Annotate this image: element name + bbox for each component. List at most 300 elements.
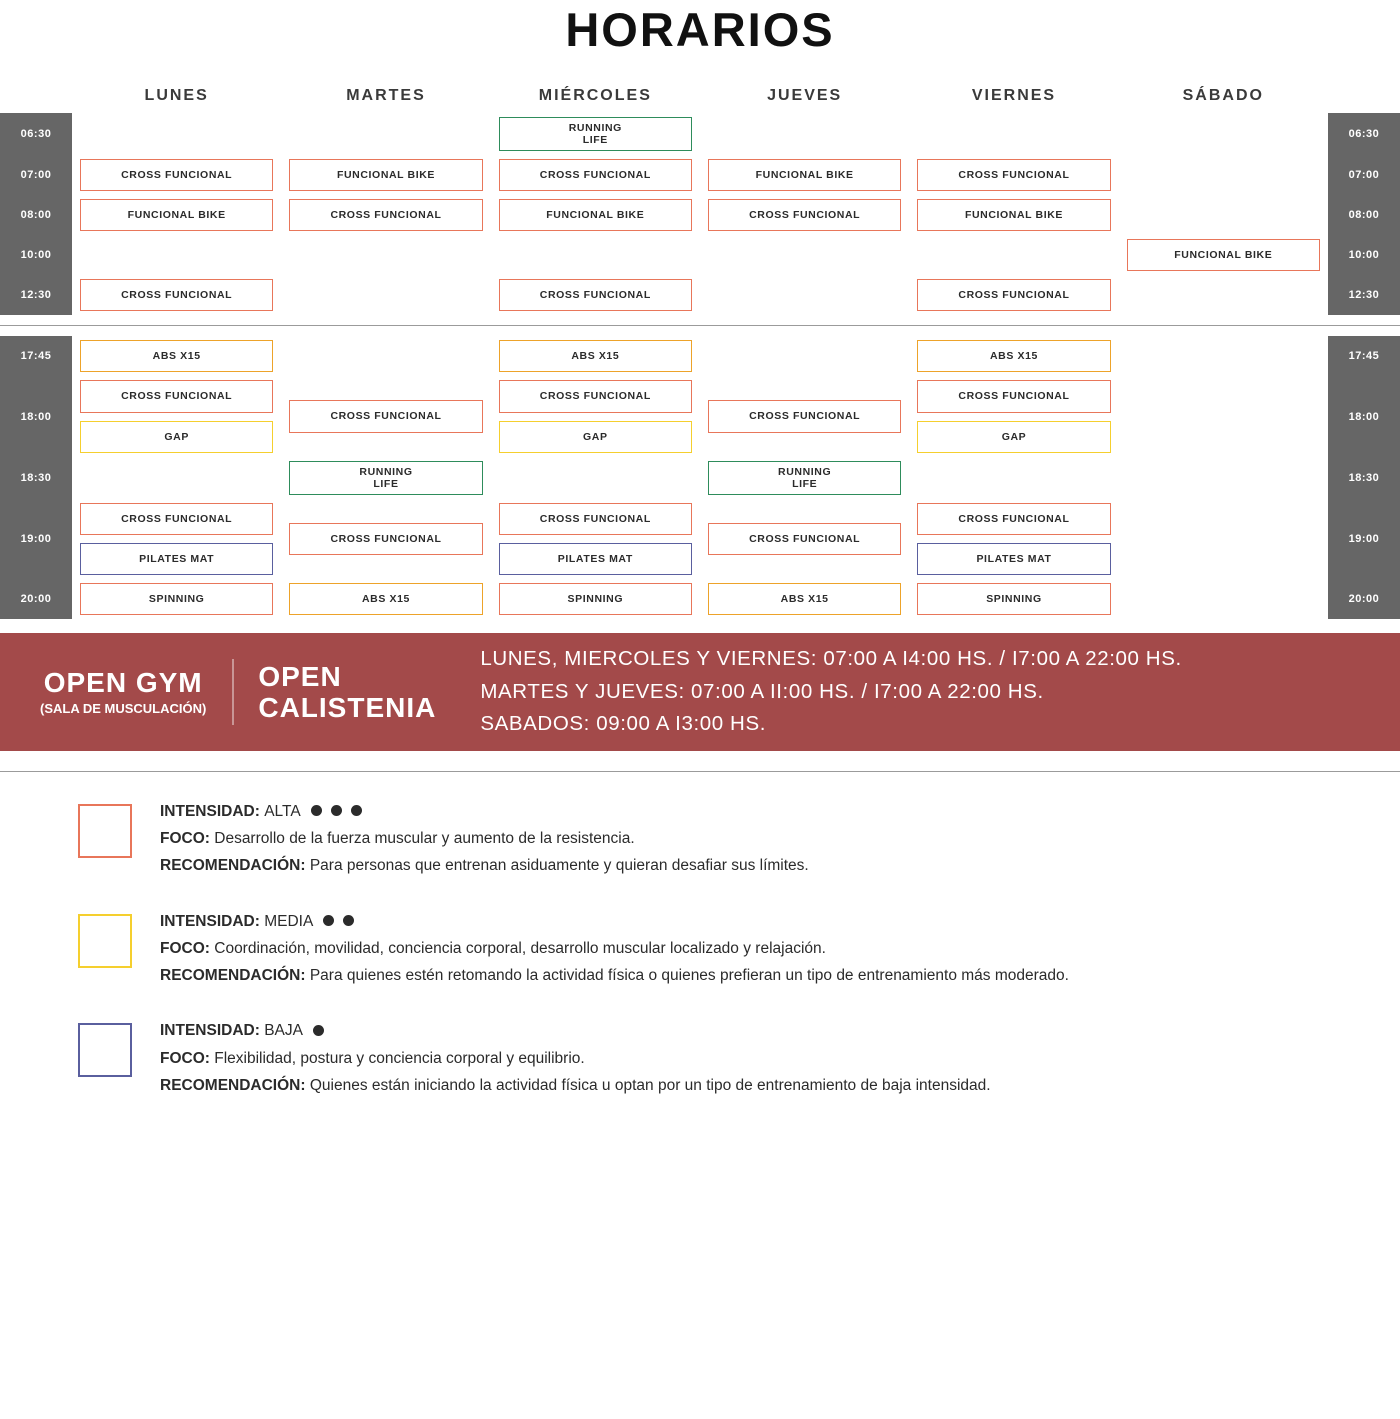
legend-recommendation-line xyxy=(160,962,1069,989)
day-label: JUEVES xyxy=(767,87,843,104)
legend-intensity-line xyxy=(160,1017,991,1044)
class-cell-label: CROSS FUNCIONAL xyxy=(539,169,651,182)
time-label-right: 18:30 xyxy=(1328,457,1400,499)
class-cell-label: CROSS FUNCIONAL xyxy=(749,209,861,222)
time-label-right: 17:45 xyxy=(1328,336,1400,376)
legend-foco-label: FOCO: xyxy=(160,940,215,958)
slot-wrapper xyxy=(917,241,1110,269)
slot-wrapper xyxy=(917,155,1110,195)
class-cell[interactable] xyxy=(80,583,273,615)
day-header-miercoles xyxy=(491,79,700,113)
class-cell[interactable] xyxy=(708,461,901,495)
class-cell[interactable] xyxy=(499,117,692,151)
day-slot xyxy=(909,579,1118,619)
open-gym-block xyxy=(40,668,232,716)
time-label-left: 12:30 xyxy=(0,275,72,315)
legend-intensity-label: INTENSIDAD: xyxy=(160,912,265,930)
slot-wrapper xyxy=(917,120,1110,148)
class-cell[interactable] xyxy=(499,583,692,615)
schedule-row xyxy=(0,376,1400,456)
banner-hours-line: SABADOS: 09:00 A I3:00 HS. xyxy=(480,712,767,736)
legend-recommendation-line xyxy=(160,852,809,879)
slot-wrapper xyxy=(708,396,901,436)
slot-wrapper xyxy=(1127,342,1320,370)
slot-wrapper xyxy=(1127,161,1320,189)
legend-intensity-label: INTENSIDAD: xyxy=(160,1022,265,1040)
class-cell-label: CROSS FUNCIONAL xyxy=(539,390,651,403)
banner-hours-line: LUNES, MIERCOLES Y VIERNES: 07:00 A I4:00 HS. / I7:00 A 22:00 HS. xyxy=(480,647,1182,671)
time-label-left: 07:00 xyxy=(0,155,72,195)
class-cell[interactable] xyxy=(708,159,901,191)
day-slot xyxy=(491,113,700,155)
class-cell[interactable] xyxy=(289,159,482,191)
legend xyxy=(0,772,1400,1099)
class-cell-label: FUNCIONAL BIKE xyxy=(964,209,1063,222)
day-slot xyxy=(72,235,281,275)
class-cell-label: CROSS FUNCIONAL xyxy=(121,289,233,302)
day-slot xyxy=(491,235,700,275)
class-cell-label: FUNCIONAL BIKE xyxy=(336,169,436,182)
day-slot xyxy=(281,376,490,456)
slot-wrapper xyxy=(289,396,482,436)
slot-wrapper xyxy=(917,464,1110,492)
slot-wrapper xyxy=(80,499,273,539)
banner-divider xyxy=(232,659,234,725)
slot-wrapper xyxy=(708,241,901,269)
class-cell-label: CROSS FUNCIONAL xyxy=(958,390,1070,403)
class-cell-label: SPINNING xyxy=(986,592,1042,605)
day-label: MARTES xyxy=(346,87,426,104)
day-slot xyxy=(1119,275,1328,315)
slot-wrapper xyxy=(708,155,901,195)
slot-wrapper xyxy=(499,195,692,235)
class-cell[interactable] xyxy=(917,543,1110,575)
slot-wrapper xyxy=(499,376,692,416)
slot-wrapper xyxy=(289,195,482,235)
slot-wrapper xyxy=(80,376,273,416)
class-cell[interactable] xyxy=(499,543,692,575)
slot-wrapper xyxy=(917,539,1110,579)
class-cell[interactable] xyxy=(917,340,1110,372)
legend-intensity-label: INTENSIDAD: xyxy=(160,802,265,820)
slot-wrapper xyxy=(499,336,692,376)
class-cell-label: LIFE xyxy=(792,477,818,490)
class-cell[interactable] xyxy=(80,380,273,412)
class-cell-label: LIFE xyxy=(582,134,608,147)
open-calistenia-block xyxy=(258,661,436,724)
day-header-lunes xyxy=(72,79,281,113)
class-cell-label: CROSS FUNCIONAL xyxy=(539,289,651,302)
evening-rows xyxy=(0,336,1400,619)
class-cell[interactable] xyxy=(80,279,273,311)
legend-intensity-value: MEDIA xyxy=(264,912,314,930)
legend-foco-line xyxy=(160,1045,991,1072)
intensity-dot-icon xyxy=(331,805,342,816)
slot-wrapper xyxy=(499,539,692,579)
day-header-jueves xyxy=(700,79,909,113)
slot-wrapper xyxy=(1127,201,1320,229)
schedule-row xyxy=(0,579,1400,619)
slot-wrapper xyxy=(499,275,692,315)
legend-item xyxy=(78,1017,1400,1099)
class-cell[interactable] xyxy=(80,421,273,453)
day-slot xyxy=(1119,113,1328,155)
day-slot xyxy=(491,499,700,579)
slot-wrapper xyxy=(80,120,273,148)
day-slot xyxy=(491,336,700,376)
slot-wrapper xyxy=(708,579,901,619)
class-cell[interactable] xyxy=(917,159,1110,191)
class-cell[interactable] xyxy=(708,199,901,231)
time-label-left: 18:30 xyxy=(0,457,72,499)
day-slot xyxy=(281,155,490,195)
slot-wrapper xyxy=(917,417,1110,457)
day-slot xyxy=(491,457,700,499)
day-slot xyxy=(491,155,700,195)
class-cell[interactable] xyxy=(499,159,692,191)
class-cell-label: FUNCIONAL BIKE xyxy=(755,169,854,182)
legend-recommendation-label: RECOMENDACIÓN: xyxy=(160,857,310,875)
legend-text xyxy=(160,798,809,880)
legend-intensity-value: BAJA xyxy=(264,1022,303,1040)
day-slot xyxy=(1119,376,1328,456)
slot-wrapper xyxy=(708,281,901,309)
legend-intensity-dots xyxy=(313,1018,333,1045)
day-slot xyxy=(72,376,281,456)
class-cell[interactable] xyxy=(917,421,1110,453)
time-label-right: 10:00 xyxy=(1328,235,1400,275)
legend-foco-line xyxy=(160,825,809,852)
time-label-left: 17:45 xyxy=(0,336,72,376)
day-slot xyxy=(281,113,490,155)
schedule-row xyxy=(0,499,1400,579)
schedule-grid xyxy=(0,79,1400,619)
time-label-right: 08:00 xyxy=(1328,195,1400,235)
time-label-right: 07:00 xyxy=(1328,155,1400,195)
slot-wrapper xyxy=(289,457,482,499)
class-cell-label: ABS X15 xyxy=(362,592,410,605)
day-slot xyxy=(700,195,909,235)
open-calistenia-line1: OPEN xyxy=(258,660,342,692)
slot-wrapper xyxy=(499,241,692,269)
day-slot xyxy=(700,275,909,315)
slot-wrapper xyxy=(289,342,482,370)
time-label-right: 20:00 xyxy=(1328,579,1400,619)
class-cell-label: ABS X15 xyxy=(780,592,829,605)
intensity-dot-icon xyxy=(351,805,362,816)
time-label-right: 12:30 xyxy=(1328,275,1400,315)
class-cell[interactable] xyxy=(499,279,692,311)
day-slot xyxy=(700,113,909,155)
class-cell[interactable] xyxy=(917,380,1110,412)
class-cell-label: GAP xyxy=(164,430,189,443)
legend-intensity-value: ALTA xyxy=(264,802,301,820)
intensity-dot-icon xyxy=(311,805,322,816)
legend-foco-label: FOCO: xyxy=(160,1049,215,1067)
day-slot xyxy=(909,155,1118,195)
class-cell[interactable] xyxy=(708,400,901,432)
slot-wrapper xyxy=(917,376,1110,416)
class-cell-label: ABS X15 xyxy=(152,350,201,363)
class-cell[interactable] xyxy=(289,583,482,615)
class-cell-label: FUNCIONAL BIKE xyxy=(127,209,226,222)
slot-wrapper xyxy=(289,579,482,619)
banner-hours-line: MARTES Y JUEVES: 07:00 A II:00 HS. / I7:00 A 22:00 HS. xyxy=(480,679,1044,703)
slot-wrapper xyxy=(1127,464,1320,492)
day-slot xyxy=(1119,457,1328,499)
slot-wrapper xyxy=(499,417,692,457)
slot-wrapper xyxy=(708,342,901,370)
class-cell[interactable] xyxy=(499,340,692,372)
slot-wrapper xyxy=(917,579,1110,619)
class-cell[interactable] xyxy=(289,523,482,555)
day-slot xyxy=(491,275,700,315)
schedule-row xyxy=(0,336,1400,376)
day-slot xyxy=(281,275,490,315)
days-header-row xyxy=(0,79,1400,113)
legend-foco-value: Flexibilidad, postura y conciencia corporal y equilibrio. xyxy=(214,1049,585,1067)
morning-rows xyxy=(0,113,1400,315)
class-cell-label: CROSS FUNCIONAL xyxy=(958,512,1070,525)
class-cell[interactable] xyxy=(80,159,273,191)
schedule-row xyxy=(0,457,1400,499)
class-cell-label: CROSS FUNCIONAL xyxy=(539,512,651,525)
open-gym-subtitle: (SALA DE MUSCULACIÓN) xyxy=(40,700,207,716)
time-col-left-header xyxy=(0,79,72,113)
day-slot xyxy=(1119,155,1328,195)
slot-wrapper xyxy=(1127,120,1320,148)
class-cell-label: PILATES MAT xyxy=(976,552,1052,565)
schedule-row xyxy=(0,235,1400,275)
class-cell-label: SPINNING xyxy=(567,592,624,605)
day-slot xyxy=(281,457,490,499)
slot-wrapper xyxy=(289,155,482,195)
legend-item xyxy=(78,908,1400,990)
day-slot xyxy=(909,275,1118,315)
day-slot xyxy=(909,195,1118,235)
slot-wrapper xyxy=(499,579,692,619)
day-slot xyxy=(700,376,909,456)
time-label-right: 18:00 xyxy=(1328,376,1400,456)
class-cell[interactable] xyxy=(80,199,273,231)
class-cell-label: CROSS FUNCIONAL xyxy=(330,532,442,545)
day-slot xyxy=(909,457,1118,499)
slot-wrapper xyxy=(80,275,273,315)
class-cell[interactable] xyxy=(499,503,692,535)
day-slot xyxy=(281,195,490,235)
day-slot xyxy=(72,457,281,499)
day-slot xyxy=(72,499,281,579)
legend-intensity-line xyxy=(160,798,809,825)
slot-wrapper xyxy=(708,195,901,235)
class-cell[interactable] xyxy=(499,421,692,453)
legend-intensity-line xyxy=(160,908,1069,935)
day-slot xyxy=(700,457,909,499)
day-slot xyxy=(72,195,281,235)
day-slot xyxy=(909,113,1118,155)
class-cell-label: CROSS FUNCIONAL xyxy=(958,289,1070,302)
page-title: HORARIOS xyxy=(565,3,835,56)
slot-wrapper xyxy=(499,113,692,155)
day-slot xyxy=(700,155,909,195)
schedule-row xyxy=(0,155,1400,195)
legend-foco-label: FOCO: xyxy=(160,830,215,848)
time-label-left: 06:30 xyxy=(0,113,72,155)
class-cell[interactable] xyxy=(917,583,1110,615)
slot-wrapper xyxy=(499,155,692,195)
class-cell[interactable] xyxy=(80,543,273,575)
time-label-right: 19:00 xyxy=(1328,499,1400,579)
slot-wrapper xyxy=(917,275,1110,315)
intensity-dot-icon xyxy=(343,915,354,926)
day-slot xyxy=(281,579,490,619)
legend-color-swatch xyxy=(78,804,132,858)
class-cell-label: GAP xyxy=(583,430,608,443)
class-cell[interactable] xyxy=(917,199,1110,231)
time-col-right-header xyxy=(1328,79,1400,113)
intensity-dot-icon xyxy=(323,915,334,926)
class-cell-label: CROSS FUNCIONAL xyxy=(749,410,861,423)
legend-foco-value: Coordinación, movilidad, conciencia corporal, desarrollo muscular localizado y relajación. xyxy=(214,940,826,958)
time-label-left: 19:00 xyxy=(0,499,72,579)
legend-item xyxy=(78,798,1400,880)
slot-wrapper xyxy=(499,464,692,492)
legend-foco-line xyxy=(160,935,1069,962)
class-cell[interactable] xyxy=(1127,239,1320,271)
class-cell-label: GAP xyxy=(1001,430,1027,443)
day-slot xyxy=(281,235,490,275)
slot-wrapper xyxy=(708,457,901,499)
slot-wrapper xyxy=(80,195,273,235)
schedule-row xyxy=(0,113,1400,155)
legend-foco-value: Desarrollo de la fuerza muscular y aumento de la resistencia. xyxy=(214,830,635,848)
slot-wrapper xyxy=(708,519,901,559)
legend-recommendation-value: Para personas que entrenan asiduamente y quieran desafiar sus límites. xyxy=(309,857,809,875)
slot-wrapper xyxy=(289,241,482,269)
class-cell[interactable] xyxy=(289,461,482,495)
class-cell[interactable] xyxy=(289,400,482,432)
day-slot xyxy=(491,579,700,619)
class-cell[interactable] xyxy=(499,380,692,412)
slot-wrapper xyxy=(80,417,273,457)
day-label: VIERNES xyxy=(971,87,1057,104)
class-cell-label: CROSS FUNCIONAL xyxy=(958,169,1070,182)
day-slot xyxy=(700,499,909,579)
class-cell-label: SPINNING xyxy=(148,592,205,605)
day-slot xyxy=(1119,195,1328,235)
day-slot xyxy=(909,376,1118,456)
slot-wrapper xyxy=(80,579,273,619)
day-slot xyxy=(909,336,1118,376)
class-cell[interactable] xyxy=(917,503,1110,535)
day-slot xyxy=(700,235,909,275)
class-cell-label: PILATES MAT xyxy=(557,552,633,565)
class-cell-label: CROSS FUNCIONAL xyxy=(121,169,233,182)
day-header-sabado xyxy=(1119,79,1328,113)
legend-color-swatch xyxy=(78,914,132,968)
class-cell[interactable] xyxy=(499,199,692,231)
class-cell-label: CROSS FUNCIONAL xyxy=(330,410,442,423)
slot-wrapper xyxy=(289,281,482,309)
day-header-viernes xyxy=(909,79,1118,113)
open-calistenia-line2: CALISTENIA xyxy=(258,691,437,723)
class-cell-label: RUNNING xyxy=(359,465,413,478)
schedule-row xyxy=(0,275,1400,315)
class-cell[interactable] xyxy=(80,340,273,372)
day-slot xyxy=(281,499,490,579)
slot-wrapper xyxy=(80,155,273,195)
class-cell[interactable] xyxy=(708,583,901,615)
slot-wrapper xyxy=(80,241,273,269)
day-slot xyxy=(72,579,281,619)
slot-wrapper xyxy=(289,519,482,559)
day-slot xyxy=(1119,499,1328,579)
class-cell[interactable] xyxy=(917,279,1110,311)
day-slot xyxy=(491,376,700,456)
day-slot xyxy=(72,113,281,155)
class-cell-label: CROSS FUNCIONAL xyxy=(121,390,233,403)
legend-color-swatch xyxy=(78,1023,132,1077)
day-slot xyxy=(909,499,1118,579)
class-cell-label: ABS X15 xyxy=(989,350,1038,363)
time-label-left: 10:00 xyxy=(0,235,72,275)
class-cell-label: CROSS FUNCIONAL xyxy=(749,532,861,545)
day-label: MIÉRCOLES xyxy=(538,87,652,104)
legend-intensity-dots xyxy=(323,908,363,935)
day-slot xyxy=(72,336,281,376)
schedule-row xyxy=(0,195,1400,235)
class-cell-label: RUNNING xyxy=(568,122,622,134)
time-label-left: 08:00 xyxy=(0,195,72,235)
day-slot xyxy=(1119,235,1328,275)
day-slot xyxy=(281,336,490,376)
legend-recommendation-value: Quienes están iniciando la actividad física u optan por un tipo de entrenamiento de baja intensidad. xyxy=(309,1076,991,1094)
class-cell-label: PILATES MAT xyxy=(139,552,215,565)
slot-wrapper xyxy=(80,464,273,492)
slot-wrapper xyxy=(917,336,1110,376)
day-slot xyxy=(909,235,1118,275)
day-header-martes xyxy=(281,79,490,113)
day-slot xyxy=(491,195,700,235)
day-slot xyxy=(1119,579,1328,619)
slot-wrapper xyxy=(80,539,273,579)
open-gym-title: OPEN GYM xyxy=(43,666,203,698)
class-cell-label: RUNNING xyxy=(778,465,832,478)
section-divider xyxy=(0,325,1400,326)
day-slot xyxy=(72,275,281,315)
legend-intensity-dots xyxy=(311,798,371,825)
class-cell-label: LIFE xyxy=(373,477,399,490)
legend-recommendation-label: RECOMENDACIÓN: xyxy=(160,967,310,985)
class-cell[interactable] xyxy=(289,199,482,231)
legend-recommendation-value: Para quienes estén retomando la actividad física o quienes prefieran un tipo de entrenamiento más moderado. xyxy=(309,967,1069,985)
time-label-left: 18:00 xyxy=(0,376,72,456)
intensity-dot-icon xyxy=(313,1025,324,1036)
banner-hours xyxy=(480,643,1181,740)
time-label-right: 06:30 xyxy=(1328,113,1400,155)
day-slot xyxy=(1119,336,1328,376)
slot-wrapper xyxy=(917,499,1110,539)
day-label: SÁBADO xyxy=(1182,87,1264,104)
legend-recommendation-label: RECOMENDACIÓN: xyxy=(160,1076,310,1094)
time-label-left: 20:00 xyxy=(0,579,72,619)
legend-text xyxy=(160,908,1069,990)
slot-wrapper xyxy=(499,499,692,539)
class-cell[interactable] xyxy=(708,523,901,555)
class-cell[interactable] xyxy=(80,503,273,535)
slot-wrapper xyxy=(708,120,901,148)
open-gym-banner xyxy=(0,633,1400,751)
